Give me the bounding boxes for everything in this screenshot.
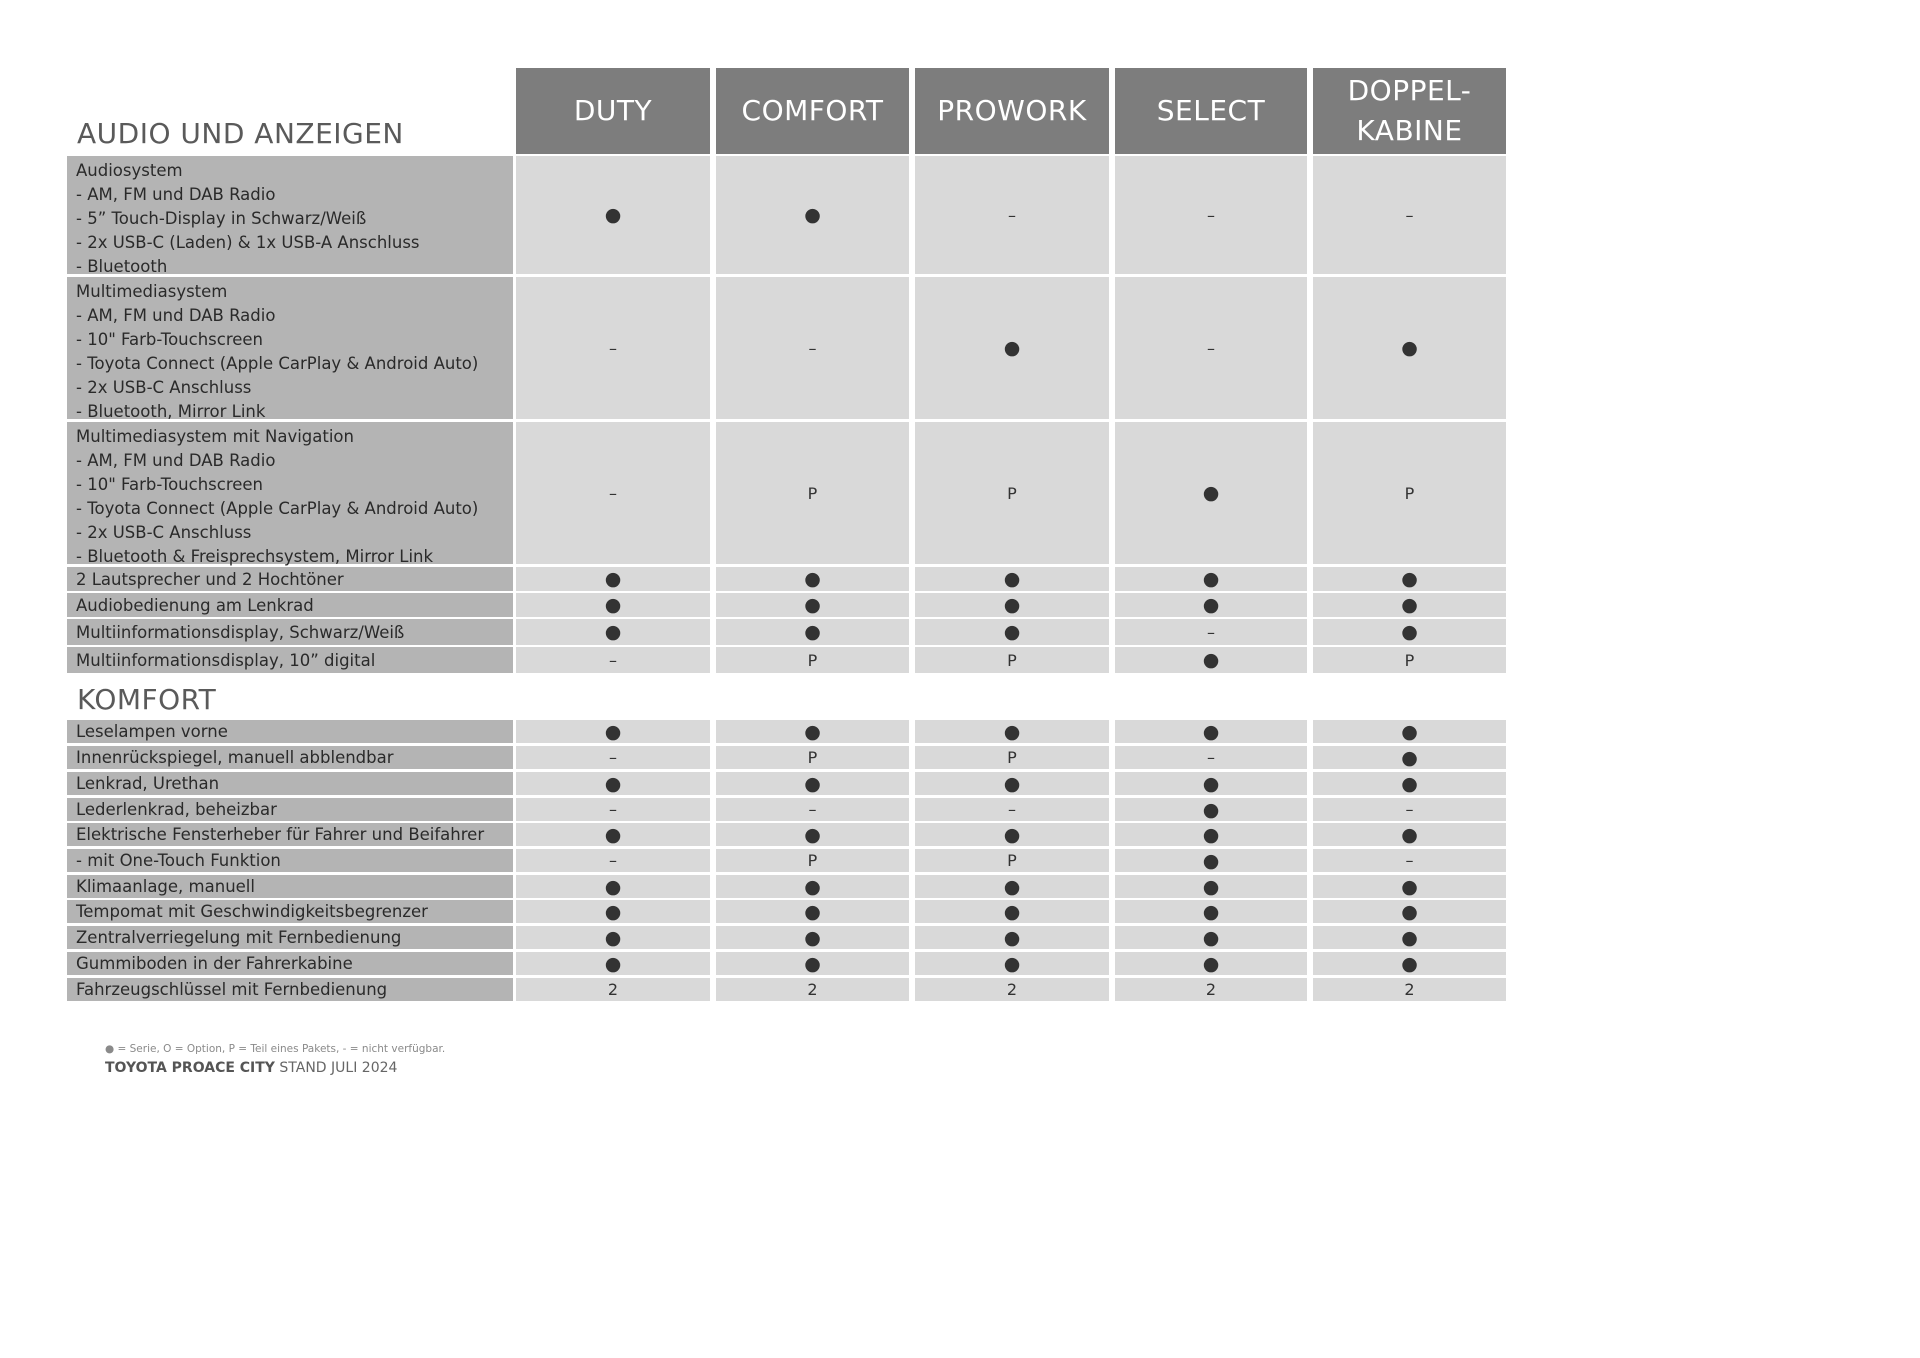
row-label-line: - Toyota Connect (Apple CarPlay & Android Auto) <box>76 499 479 518</box>
feature-value-cell: ● <box>516 720 710 743</box>
row-label-line: - 5” Touch-Display in Schwarz/Weiß <box>76 209 367 228</box>
feature-value-cell: ● <box>1115 772 1307 795</box>
feature-value-cell: ● <box>1313 772 1506 795</box>
feature-value-cell: ● <box>716 619 909 645</box>
feature-value-cell: ● <box>1313 593 1506 617</box>
feature-value-cell: ● <box>1115 720 1307 743</box>
row-label <box>67 772 513 795</box>
column-header-doppelkabine: DOPPEL- KABINE <box>1313 68 1506 154</box>
feature-value-cell: ● <box>915 593 1109 617</box>
feature-value-cell: P <box>716 422 909 564</box>
brand-name: TOYOTA PROACE CITY <box>105 1060 275 1076</box>
row-label-line: Leselampen vorne <box>76 722 228 741</box>
row-label-line: Multimediasystem mit Navigation <box>76 427 354 446</box>
row-label <box>67 978 513 1001</box>
section-title: KOMFORT <box>77 683 217 716</box>
row-label-line: Lenkrad, Urethan <box>76 774 220 793</box>
row-label-line: Multiinformationsdisplay, Schwarz/Weiß <box>76 622 405 642</box>
feature-value-cell: – <box>516 277 710 419</box>
row-label-line: - 2x USB-C Anschluss <box>76 523 252 542</box>
row-label-line: Tempomat mit Geschwindigkeitsbegrenzer <box>76 902 428 921</box>
row-label-line: Elektrische Fensterheber für Fahrer und Beifahrer <box>76 825 485 844</box>
row-label-line: - mit One-Touch Funktion <box>76 851 281 870</box>
feature-value-cell: 2 <box>1115 978 1307 1001</box>
row-label-line: - 2x USB-C Anschluss <box>76 378 252 397</box>
row-label-line: Innenrückspiegel, manuell abblendbar <box>76 748 394 767</box>
feature-value-cell: – <box>915 156 1109 274</box>
column-header-prowork: PROWORK <box>915 68 1109 154</box>
feature-value-cell: ● <box>716 156 909 274</box>
row-label-line: 2 Lautsprecher und 2 Hochtöner <box>76 569 344 589</box>
feature-value-cell: 2 <box>716 978 909 1001</box>
feature-value-cell: ● <box>516 900 710 923</box>
feature-value-cell: ● <box>915 900 1109 923</box>
feature-value-cell: ● <box>1115 952 1307 975</box>
feature-value-cell: ● <box>1115 823 1307 846</box>
row-label-line: - Toyota Connect (Apple CarPlay & Android Auto) <box>76 354 479 373</box>
row-label-line: Multiinformationsdisplay, 10” digital <box>76 650 376 670</box>
row-label <box>67 952 513 975</box>
feature-value-cell: – <box>516 798 710 821</box>
feature-value-cell: – <box>516 849 710 872</box>
feature-value-cell: ● <box>516 772 710 795</box>
section-title: AUDIO UND ANZEIGEN <box>77 117 404 150</box>
row-label-line: - 10" Farb-Touchscreen <box>76 475 264 494</box>
row-label-line: - Bluetooth <box>76 257 168 276</box>
feature-value-cell: ● <box>716 926 909 949</box>
row-label <box>67 422 513 564</box>
feature-value-cell: ● <box>1115 798 1307 821</box>
feature-value-cell: P <box>915 422 1109 564</box>
feature-value-cell: ● <box>516 619 710 645</box>
feature-value-cell: – <box>716 798 909 821</box>
feature-value-cell: ● <box>716 772 909 795</box>
feature-value-cell: ● <box>915 720 1109 743</box>
feature-value-cell: ● <box>1313 746 1506 769</box>
row-label-line: - 10" Farb-Touchscreen <box>76 330 264 349</box>
feature-value-cell: ● <box>1313 720 1506 743</box>
feature-value-cell: – <box>1313 156 1506 274</box>
row-label-line: Klimaanlage, manuell <box>76 877 255 896</box>
feature-value-cell: ● <box>1313 900 1506 923</box>
feature-value-cell: ● <box>516 567 710 591</box>
feature-value-cell: 2 <box>516 978 710 1001</box>
feature-value-cell: ● <box>716 720 909 743</box>
feature-value-cell: ● <box>1115 849 1307 872</box>
feature-value-cell: ● <box>915 823 1109 846</box>
row-label-line: - AM, FM und DAB Radio <box>76 451 276 470</box>
feature-value-cell: – <box>1313 798 1506 821</box>
feature-value-cell: ● <box>1313 875 1506 898</box>
feature-value-cell: ● <box>1313 952 1506 975</box>
feature-value-cell: P <box>1313 647 1506 673</box>
row-label-line: - AM, FM und DAB Radio <box>76 306 276 325</box>
row-label <box>67 647 513 673</box>
feature-value-cell: P <box>716 647 909 673</box>
feature-value-cell: – <box>915 798 1109 821</box>
feature-value-cell: – <box>516 647 710 673</box>
row-label <box>67 593 513 617</box>
feature-value-cell: ● <box>516 875 710 898</box>
footer-brand-line <box>105 1060 397 1076</box>
feature-value-cell: ● <box>1115 926 1307 949</box>
row-label <box>67 156 513 274</box>
feature-value-cell: 2 <box>915 978 1109 1001</box>
feature-value-cell: ● <box>516 952 710 975</box>
feature-value-cell: ● <box>915 952 1109 975</box>
feature-value-cell: ● <box>915 277 1109 419</box>
feature-value-cell: P <box>716 849 909 872</box>
row-label-line: - 2x USB-C (Laden) & 1x USB-A Anschluss <box>76 233 420 252</box>
row-label <box>67 277 513 419</box>
row-label-line: Fahrzeugschlüssel mit Fernbedienung <box>76 980 388 999</box>
row-label-line: Audiosystem <box>76 161 183 180</box>
row-label <box>67 746 513 769</box>
feature-value-cell: – <box>1115 746 1307 769</box>
row-label-line: Audiobedienung am Lenkrad <box>76 595 314 615</box>
row-label-line: Lederlenkrad, beheizbar <box>76 800 277 819</box>
row-label-line: - Bluetooth & Freisprechsystem, Mirror Link <box>76 547 434 566</box>
row-label-line: - Bluetooth, Mirror Link <box>76 402 266 421</box>
feature-value-cell: ● <box>516 823 710 846</box>
row-label-line: Gummiboden in der Fahrerkabine <box>76 954 353 973</box>
feature-value-cell: ● <box>716 900 909 923</box>
feature-value-cell: ● <box>1115 900 1307 923</box>
feature-value-cell: ● <box>1115 593 1307 617</box>
feature-value-cell: ● <box>1115 422 1307 564</box>
feature-value-cell: ● <box>716 875 909 898</box>
row-label-line: Zentralverriegelung mit Fernbedienung <box>76 928 402 947</box>
row-label-line: Multimediasystem <box>76 282 228 301</box>
feature-value-cell: ● <box>516 926 710 949</box>
feature-value-cell: ● <box>1115 567 1307 591</box>
feature-value-cell: – <box>1115 156 1307 274</box>
feature-value-cell: ● <box>915 772 1109 795</box>
row-label <box>67 823 513 846</box>
row-label <box>67 849 513 872</box>
column-header-select: SELECT <box>1115 68 1307 154</box>
row-label <box>67 619 513 645</box>
feature-value-cell: P <box>915 746 1109 769</box>
feature-value-cell: ● <box>1115 647 1307 673</box>
feature-value-cell: ● <box>915 619 1109 645</box>
feature-value-cell: – <box>1313 849 1506 872</box>
feature-value-cell: ● <box>1313 619 1506 645</box>
column-header-duty: DUTY <box>516 68 710 154</box>
feature-value-cell: – <box>1115 619 1307 645</box>
feature-value-cell: ● <box>516 593 710 617</box>
feature-value-cell: – <box>1115 277 1307 419</box>
feature-value-cell: P <box>1313 422 1506 564</box>
feature-value-cell: ● <box>716 823 909 846</box>
column-header-comfort: COMFORT <box>716 68 909 154</box>
feature-value-cell: ● <box>1115 875 1307 898</box>
feature-value-cell: ● <box>1313 277 1506 419</box>
footer-legend: ● = Serie, O = Option, P = Teil eines Pakets, - = nicht verfügbar. <box>105 1043 446 1055</box>
feature-value-cell: ● <box>1313 567 1506 591</box>
row-label-line: - AM, FM und DAB Radio <box>76 185 276 204</box>
feature-value-cell: – <box>516 422 710 564</box>
row-label <box>67 875 513 898</box>
feature-value-cell: P <box>915 849 1109 872</box>
row-label <box>67 798 513 821</box>
feature-value-cell: ● <box>1313 823 1506 846</box>
feature-value-cell: – <box>516 746 710 769</box>
feature-value-cell: ● <box>716 593 909 617</box>
row-label <box>67 720 513 743</box>
feature-value-cell: P <box>915 647 1109 673</box>
row-label <box>67 926 513 949</box>
stand-date: STAND JULI 2024 <box>279 1060 398 1076</box>
feature-value-cell: ● <box>516 156 710 274</box>
feature-value-cell: 2 <box>1313 978 1506 1001</box>
feature-value-cell: ● <box>716 567 909 591</box>
feature-value-cell: – <box>716 277 909 419</box>
feature-value-cell: ● <box>915 567 1109 591</box>
feature-value-cell: ● <box>1313 926 1506 949</box>
feature-value-cell: ● <box>915 926 1109 949</box>
feature-value-cell: P <box>716 746 909 769</box>
row-label <box>67 900 513 923</box>
row-label <box>67 567 513 591</box>
feature-value-cell: ● <box>716 952 909 975</box>
feature-value-cell: ● <box>915 875 1109 898</box>
